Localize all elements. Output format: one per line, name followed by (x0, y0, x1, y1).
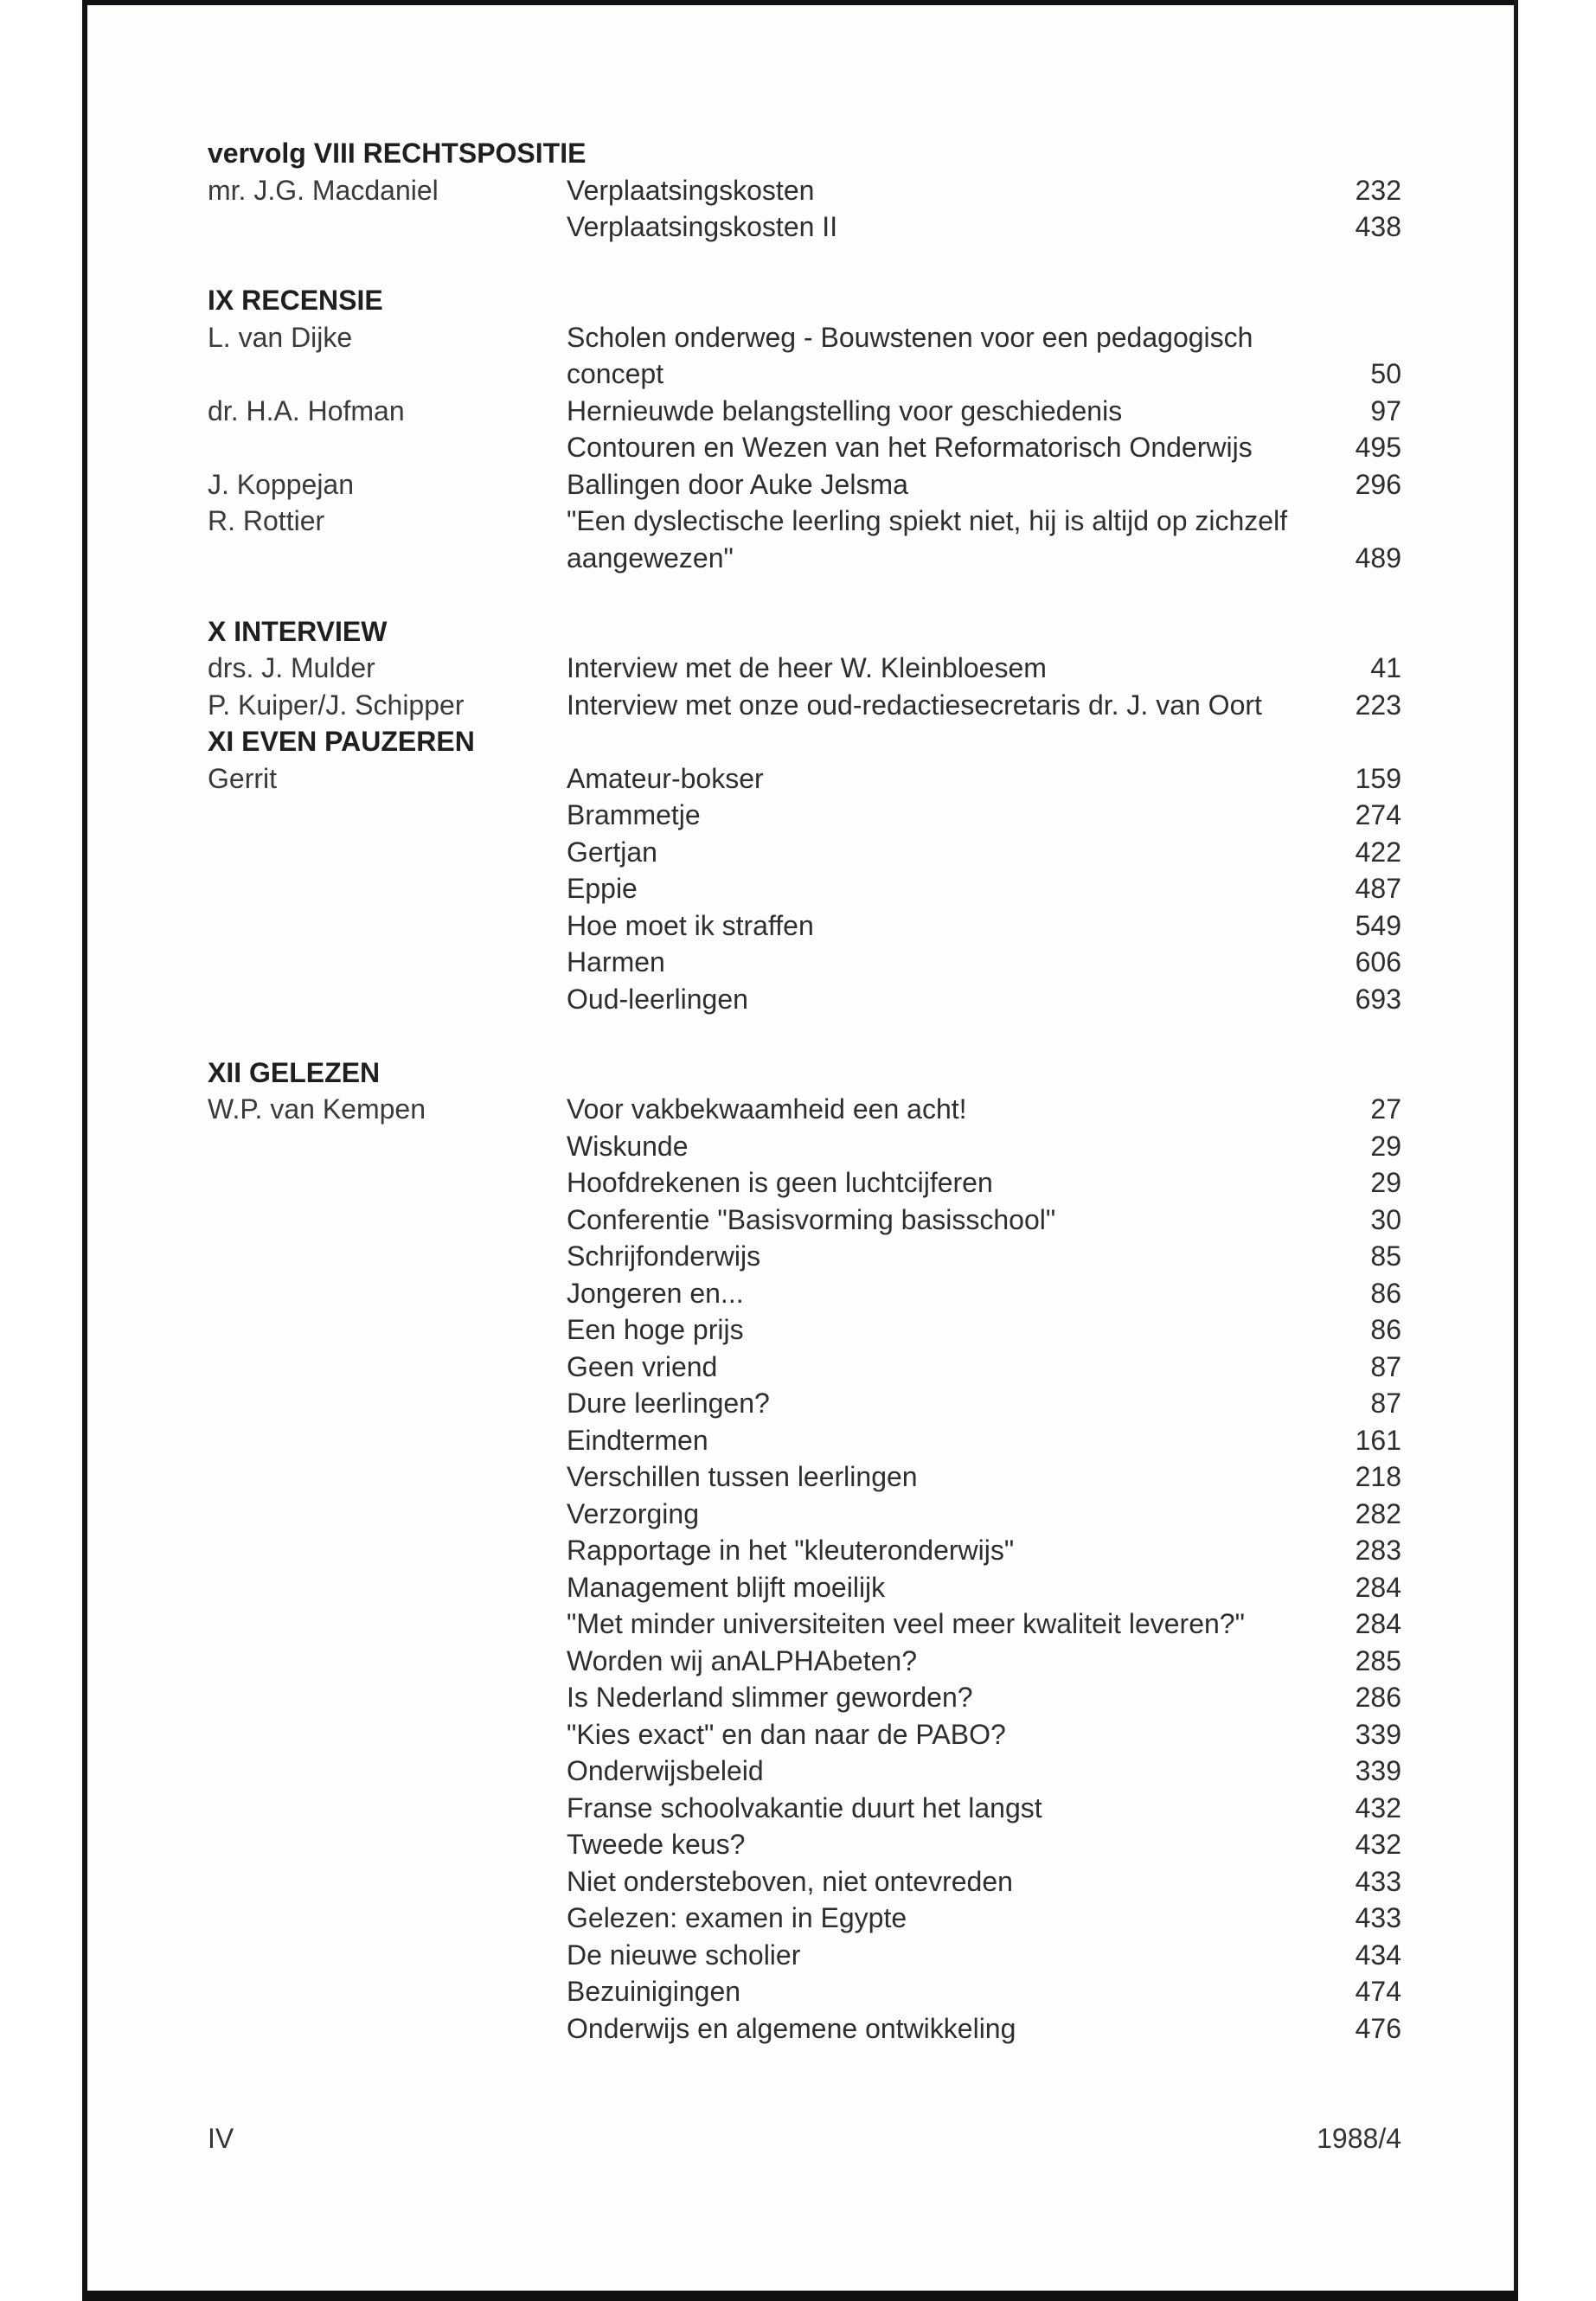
section-spacer (208, 246, 1401, 283)
entry-title: Contouren en Wezen van het Reformatorisch Onderwijs (567, 432, 1253, 463)
toc-entry (208, 907, 1401, 945)
toc-section (208, 613, 1401, 724)
toc-entry (208, 1863, 1401, 1900)
entry-page-number: 433 (1355, 1865, 1401, 1897)
toc-entry (208, 797, 1401, 834)
toc-entry (208, 1532, 1401, 1569)
toc-entry (208, 1311, 1401, 1349)
entry-page-number: 159 (1355, 762, 1401, 794)
toc-section (208, 723, 1401, 1017)
entry-title: Eindtermen (567, 1424, 708, 1456)
entry-page-number: 433 (1355, 1902, 1401, 1933)
entry-author: Gerrit (208, 762, 277, 794)
entry-page-number: 284 (1355, 1608, 1401, 1639)
entry-title: "Een dyslectische leerling spiekt niet, hij is altijd op zichzelf aangewezen" (567, 505, 1288, 574)
page-number-roman: IV (208, 2123, 234, 2154)
entry-page-number: 296 (1355, 468, 1401, 500)
entry-page-number: 161 (1355, 1424, 1401, 1456)
entry-title: Hernieuwde belangstelling voor geschiedenis (567, 394, 1123, 426)
entry-title: Gelezen: examen in Egypte (567, 1902, 907, 1933)
entry-title: Verzorging (567, 1497, 699, 1529)
toc-entry (208, 1202, 1401, 1239)
section-heading: IX RECENSIE (208, 285, 383, 316)
entry-title: Oud-leerlingen (567, 983, 748, 1015)
entry-title: Verplaatsingskosten II (567, 211, 838, 242)
toc-entry (208, 1238, 1401, 1275)
entry-page-number: 606 (1355, 946, 1401, 977)
toc-entry (208, 1569, 1401, 1606)
toc-entry (208, 172, 1401, 209)
entry-title: "Kies exact" en dan naar de PABO? (567, 1718, 1006, 1750)
toc-entry (208, 393, 1401, 430)
entry-page-number: 97 (1370, 394, 1401, 426)
toc-entry (208, 1753, 1401, 1790)
toc-entry (208, 319, 1401, 393)
toc-entry (208, 1826, 1401, 1863)
toc-entry (208, 1458, 1401, 1496)
section-heading: XI EVEN PAUZEREN (208, 726, 475, 757)
entry-title: Gertjan (567, 836, 657, 868)
entry-page-number: 487 (1355, 873, 1401, 904)
entry-title: Conferentie "Basisvorming basisschool" (567, 1203, 1056, 1235)
entry-page-number: 693 (1355, 983, 1401, 1015)
entry-title: Harmen (567, 946, 665, 977)
toc-entry (208, 650, 1401, 687)
toc-entry (208, 981, 1401, 1018)
toc-entry (208, 1275, 1401, 1312)
entry-page-number: 283 (1355, 1535, 1401, 1566)
entry-page-number: 232 (1355, 174, 1401, 206)
entry-title: Brammetje (567, 799, 701, 830)
entry-title: Verschillen tussen leerlingen (567, 1461, 918, 1492)
entry-page-number: 495 (1355, 432, 1401, 463)
toc-entry (208, 429, 1401, 466)
entry-title: Is Nederland slimmer geworden? (567, 1682, 973, 1713)
section-heading: vervolg VIII RECHTSPOSITIE (208, 138, 586, 169)
entry-page-number: 285 (1355, 1644, 1401, 1676)
entry-page-number: 223 (1355, 689, 1401, 721)
entry-author: drs. J. Mulder (208, 652, 375, 683)
scan-border-right (1514, 0, 1596, 2301)
section-heading: X INTERVIEW (208, 615, 388, 647)
entry-title: Schrijfonderwijs (567, 1240, 761, 1272)
entry-title: Jongeren en... (567, 1277, 744, 1309)
toc-section (208, 135, 1401, 246)
entry-author: P. Kuiper/J. Schipper (208, 689, 465, 721)
toc-entry (208, 1091, 1401, 1128)
entry-title: Management blijft moeilijk (567, 1571, 886, 1603)
entry-author: mr. J.G. Macdaniel (208, 174, 439, 206)
entry-title: Bezuinigingen (567, 1976, 741, 2007)
section-spacer (208, 576, 1401, 613)
toc-entry (208, 834, 1401, 871)
entry-title: Worden wij anALPHAbeten? (567, 1644, 917, 1676)
entry-page-number: 41 (1370, 652, 1401, 683)
entry-title: Scholen onderweg - Bouwstenen voor een pedagogisch concept (567, 321, 1253, 389)
toc-entry (208, 1937, 1401, 1974)
entry-page-number: 85 (1370, 1240, 1401, 1272)
entry-page-number: 432 (1355, 1829, 1401, 1860)
entry-author: W.P. van Kempen (208, 1093, 426, 1125)
toc-entry (208, 1385, 1401, 1422)
entry-page-number: 339 (1355, 1755, 1401, 1786)
entry-page-number: 489 (1355, 542, 1401, 574)
toc-entry (208, 1496, 1401, 1533)
entry-page-number: 86 (1370, 1314, 1401, 1345)
entry-author: R. Rottier (208, 505, 325, 536)
toc-entry (208, 870, 1401, 907)
scan-border-bottom (82, 2291, 1518, 2301)
entry-title: Franse schoolvakantie duurt het langst (567, 1791, 1042, 1823)
entry-page-number: 549 (1355, 909, 1401, 941)
entry-title: Tweede keus? (567, 1829, 746, 1860)
page-footer (208, 2123, 1401, 2155)
toc-section (208, 282, 1401, 576)
toc-entry (208, 1606, 1401, 1643)
toc-entry (208, 1973, 1401, 2010)
toc-entry (208, 1422, 1401, 1459)
toc-entry (208, 760, 1401, 798)
entry-page-number: 438 (1355, 211, 1401, 242)
entry-author: J. Koppejan (208, 468, 355, 500)
entry-page-number: 87 (1370, 1388, 1401, 1419)
entry-title: Interview met de heer W. Kleinbloesem (567, 652, 1047, 683)
entry-title: Rapportage in het "kleuteronderwijs" (567, 1535, 1015, 1566)
entry-title: Geen vriend (567, 1350, 718, 1382)
table-of-contents (208, 135, 1401, 2047)
entry-title: Hoofdrekenen is geen luchtcijferen (567, 1167, 993, 1198)
toc-entry (208, 1716, 1401, 1753)
entry-page-number: 284 (1355, 1571, 1401, 1603)
toc-entry (208, 503, 1401, 576)
entry-title: Onderwijs en algemene ontwikkeling (567, 2012, 1016, 2044)
toc-entry (208, 1128, 1401, 1165)
entry-title: Niet ondersteboven, niet ontevreden (567, 1865, 1013, 1897)
toc-entry (208, 1790, 1401, 1827)
entry-title: Eppie (567, 873, 638, 904)
entry-title: De nieuwe scholier (567, 1939, 801, 1971)
entry-page-number: 432 (1355, 1791, 1401, 1823)
entry-title: Wiskunde (567, 1130, 689, 1162)
issue-label: 1988/4 (1317, 2123, 1401, 2154)
toc-entry (208, 208, 1401, 246)
entry-page-number: 282 (1355, 1497, 1401, 1529)
entry-title: Dure leerlingen? (567, 1388, 770, 1419)
entry-title: Onderwijsbeleid (567, 1755, 764, 1786)
entry-page-number: 29 (1370, 1167, 1401, 1198)
entry-title: Interview met onze oud-redactiesecretaris dr. J. van Oort (567, 689, 1262, 721)
toc-entry (208, 687, 1401, 724)
entry-page-number: 86 (1370, 1277, 1401, 1309)
entry-title: Voor vakbekwaamheid een acht! (567, 1093, 967, 1125)
entry-title: "Met minder universiteiten veel meer kwaliteit leveren?" (567, 1608, 1245, 1639)
entry-page-number: 274 (1355, 799, 1401, 830)
entry-title: Een hoge prijs (567, 1314, 744, 1345)
entry-page-number: 339 (1355, 1718, 1401, 1750)
toc-section (208, 1054, 1401, 2048)
entry-page-number: 87 (1370, 1350, 1401, 1382)
entry-page-number: 218 (1355, 1461, 1401, 1492)
toc-entry (208, 944, 1401, 981)
entry-title: Amateur-bokser (567, 762, 764, 794)
toc-entry (208, 1164, 1401, 1202)
section-spacer (208, 1017, 1401, 1054)
toc-entry (208, 1679, 1401, 1716)
toc-entry (208, 1349, 1401, 1386)
entry-title: Verplaatsingskosten (567, 174, 815, 206)
toc-entry (208, 1643, 1401, 1680)
entry-page-number: 30 (1370, 1203, 1401, 1235)
toc-entry (208, 2010, 1401, 2048)
entry-page-number: 474 (1355, 1976, 1401, 2007)
entry-page-number: 286 (1355, 1682, 1401, 1713)
toc-entry (208, 466, 1401, 503)
entry-author: dr. H.A. Hofman (208, 394, 405, 426)
entry-page-number: 27 (1370, 1093, 1401, 1125)
entry-title: Ballingen door Auke Jelsma (567, 468, 908, 500)
entry-title: Hoe moet ik straffen (567, 909, 814, 941)
toc-entry (208, 1900, 1401, 1937)
entry-page-number: 434 (1355, 1939, 1401, 1971)
entry-page-number: 476 (1355, 2012, 1401, 2044)
entry-page-number: 50 (1370, 358, 1401, 389)
entry-page-number: 29 (1370, 1130, 1401, 1162)
entry-page-number: 422 (1355, 836, 1401, 868)
entry-author: L. van Dijke (208, 321, 353, 353)
section-heading: XII GELEZEN (208, 1056, 381, 1088)
